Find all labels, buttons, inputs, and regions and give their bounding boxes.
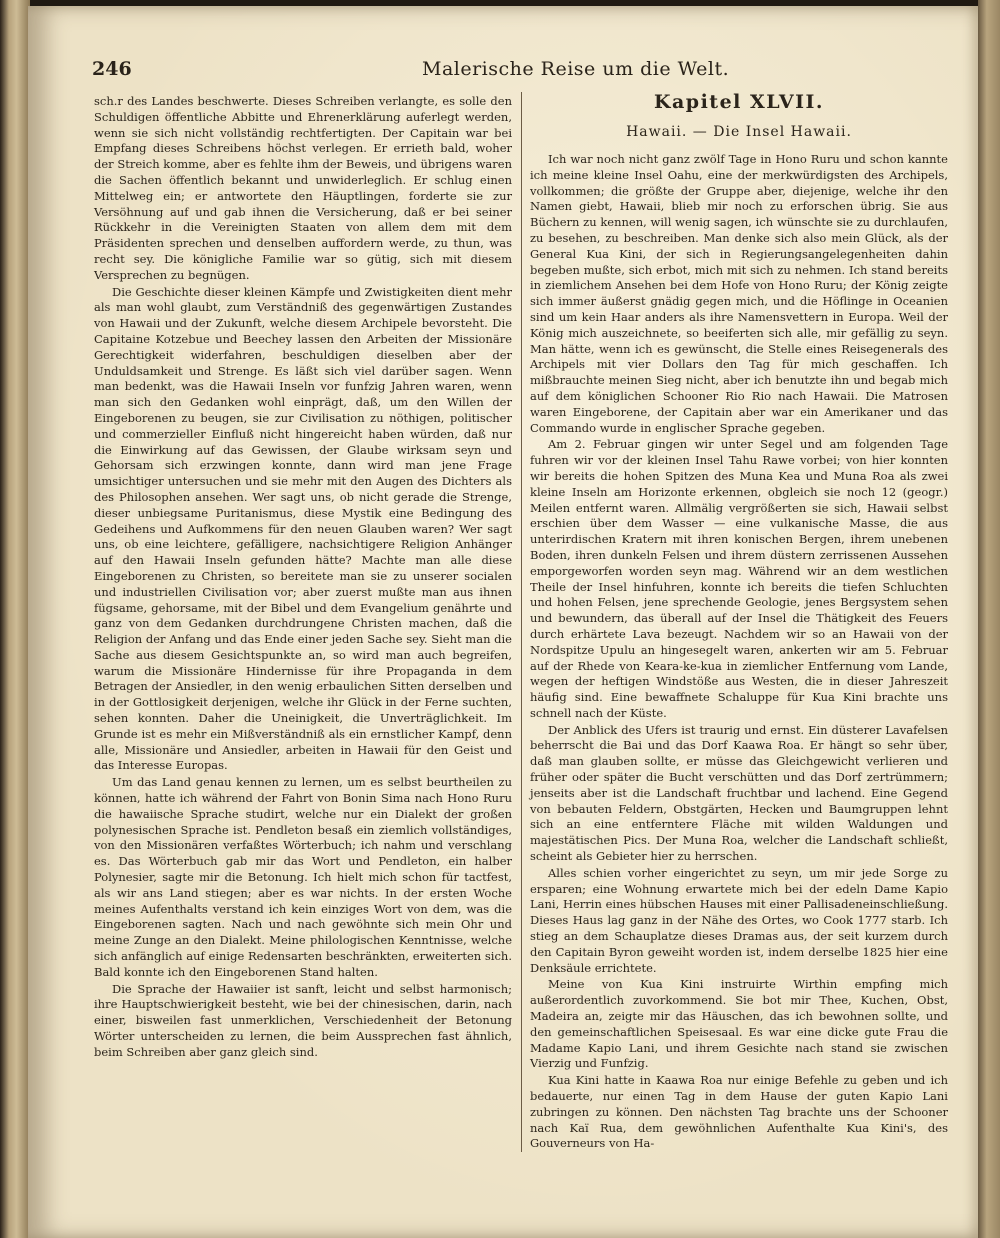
- paragraph: Um das Land genau kennen zu lernen, um es selbst beurtheilen zu können, hatte ich während der Fahrt von Bonin Sima nach Hono Ruru die hawaiische Sprache studirt, welche nur ein Dialekt der großen polynesischen Sprache ist. Pendleton besaß ein ziemlich vollständiges, von den Missionären verfaßtes Wörterbuch; ich nahm und verschlang es. Das Wörterbuch gab mir das Wort und Pendleton, ein halber Polynesier, sagte mir die Betonung. Ich hielt mich schon für tactfest, als wir ans Land stiegen; aber es war nichts. In der ersten Woche meines Aufenthalts verstand ich kein einziges Wort von dem, was die Eingeborenen sagten. Nach und nach gewöhnte sich mein Ohr und meine Zunge an den Dialekt. Meine philologischen Kenntnisse, welche sich anfänglich auf einige Redensarten beschränkten, erweiterten sich. Bald konnte ich den Eingeborenen Stand halten.: [94, 775, 512, 979]
- running-title: Malerische Reise um die Welt.: [422, 58, 730, 80]
- paragraph: Der Anblick des Ufers ist traurig und ernst. Ein düsterer Lavafelsen beherrscht die Bai und das Dorf Kaawa Roa. Er hängt so sehr über, daß man glauben sollte, er müsse das Gleichgewicht verlieren und früher oder später die Bucht verschütten und das Dorf zertrümmern; jenseits aber ist die Landschaft fruchtbar und lachend. Eine Gegend von bebauten Feldern, Obstgärten, Hecken und Baumgruppen lehnt sich an eine entferntere Fläche mit wilden Waldungen und majestätischen Pics. Der Muna Roa, welcher die Landschaft schließt, scheint als Gebieter hier zu herrschen.: [530, 722, 948, 864]
- next-page-edge: [978, 0, 1000, 1238]
- page-number: 246: [92, 58, 132, 80]
- paragraph: Meine von Kua Kini instruirte Wirthin empfing mich außerordentlich zuvorkommend. Sie bot mir Thee, Kuchen, Obst, Madeira an, zeigte mir das Häuschen, das ich bewohnen sollte, und den gemeinschaftlichen Speisesaal. Es war eine dicke gute Frau die Madame Kapio Lani, und ihrem Gesichte nach stand sie zwischen Vierzig und Funfzig.: [530, 977, 948, 1071]
- paragraph: Kua Kini hatte in Kaawa Roa nur einige Befehle zu geben und ich bedauerte, nur einen Tag in dem Hause der guten Kapio Lani zubringen zu können. Den nächsten Tag brachte uns der Schooner nach Kaï Rua, dem gewöhnlichen Aufenthalte Kua Kini's, des Gouverneurs von Ha-: [530, 1073, 948, 1151]
- paragraph: sch.r des Landes beschwerte. Dieses Schreiben verlangte, es solle den Schuldigen öffentliche Abbitte und Ehrenerklärung auferlegt werden, wenn sie sich nicht vollständig rechtfertigten. Der Capitain war bei Empfang dieses Schreibens höchst verlegen. Er errieth bald, woher der Streich komme, aber es fehlte ihm der Beweis, und übrigens waren die Sachen öffentlich bekannt und unwiderleglich. Er schlug einen Mittelweg ein; er antwortete den Häuptlingen, forderte sie zur Versöhnung auf und gab ihnen die Versicherung, daß er bei seiner Rückkehr in die Vereinigten Staaten von allem dem mit dem Präsidenten sprechen und denselben auffordern werde, zu thun, was recht sey. Die königliche Familie war so gütig, sich mit diesem Versprechen zu begnügen.: [94, 94, 512, 282]
- column-divider: [521, 92, 522, 1152]
- paragraph: Am 2. Februar gingen wir unter Segel und am folgenden Tage fuhren wir vor der kleinen Insel Tahu Rawe vorbei; von hier konnten wir bereits die hohen Spitzen des Muna Kea und Muna Roa als zwei kleine Inseln am Horizonte erkennen, obgleich sie noch 12 (geogr.) Meilen entfernt waren. Allmälig vergrößerten sie sich, Hawaii selbst erschien über dem Wasser — eine vulkanische Masse, die aus unterirdischen Kratern mit ihren konischen Bergen, ihrem unebenen Boden, ihren dunkeln Felsen und ihrem düstern zerrissenen Aussehen emporgeworfen worden seyn mag. Während wir an dem westlichen Theile der Insel hinfuhren, konnte ich bereits die tiefen Schluchten und hohen Felsen, jene sprechende Geologie, jenes Bergsystem sehen und bewundern, das überall auf der Insel die Thätigkeit des Feuers durch erhärtete Lava bezeugt. Nachdem wir so an Hawaii von der Nordspitze Upulu an hingesegelt waren, ankerten wir am 5. Februar auf der Rhede von Keara-ke-kua in ziemlicher Entfernung vom Lande, wegen der heftigen Windstöße aus Westen, die in dieser Jahreszeit häufig sind. Eine bewaffnete Schaluppe für Kua Kini brachte uns schnell nach der Küste.: [530, 437, 948, 720]
- paragraph: Alles schien vorher eingerichtet zu seyn, um mir jede Sorge zu ersparen; eine Wohnung erwartete mich bei der edeln Dame Kapio Lani, Herrin eines hübschen Hauses mit einer Pallisadeneinschließung. Dieses Haus lag ganz in der Nähe des Ortes, wo Cook 1777 starb. Ich stieg an dem Schauplatze dieses Dramas aus, der seit kurzem durch den Capitain Byron geweiht worden ist, indem derselbe 1825 hier eine Denksäule errichtete.: [530, 865, 948, 975]
- chapter-title: Kapitel XLVII.: [653, 91, 824, 113]
- chapter-subtitle: Hawaii. — Die Insel Hawaii.: [626, 124, 852, 140]
- left-column: [94, 94, 512, 1062]
- book-spine-edge: [0, 0, 30, 1238]
- paragraph: Die Sprache der Hawaiier ist sanft, leicht und selbst harmonisch; ihre Hauptschwierigkeit besteht, wie bei der chinesischen, darin, nach einer, bisweilen fast unmerklichen, Verschiedenheit der Betonung Wörter unterscheiden zu lernen, die beim Aussprechen fast ähnlich, beim Schreiben aber ganz gleich sind.: [94, 981, 512, 1059]
- page-header: [92, 58, 912, 80]
- paragraph: Ich war noch nicht ganz zwölf Tage in Hono Ruru und schon kannte ich meine kleine Insel Oahu, eine der merkwürdigsten des Archipels, vollkommen; die größte der Gruppe aber, diejenige, welche ihr den Namen giebt, Hawaii, blieb mir noch zu erforschen übrig. Sie aus Büchern zu kennen, will wenig sagen, ich wünschte sie zu durchlaufen, zu besehen, zu beschreiben. Man denke sich also mein Glück, als der General Kua Kini, der sich in Regierungsangelegenheiten dahin begeben mußte, sich erbot, mich mit sich zu nehmen. Ich stand bereits in ziemlichem Ansehen bei dem Hofe von Hono Ruru; der König zeigte sich immer äußerst gnädig gegen mich, und die Höflinge in Oceanien sind um kein Haar anders als ihre Namensvettern in Europa. Weil der König mich auszeichnete, so beeiferten sich alle, mir gefällig zu seyn. Man hätte, wenn ich es gewünscht, die Stelle eines Reisegenerals des Archipels mit vier Dollars den Tag für mich geschaffen. Ich mißbrauchte meinen Sieg nicht, aber ich benutzte ihn und begab mich auf dem königlichen Schooner Rio Rio nach Hawaii. Die Matrosen waren Eingeborene, der Capitain aber war ein Amerikaner und das Commando wurde in englischer Sprache gegeben.: [530, 152, 948, 435]
- paragraph: Die Geschichte dieser kleinen Kämpfe und Zwistigkeiten dient mehr als man wohl glaubt, zum Verständniß des gegenwärtigen Zustandes von Hawaii und der Zukunft, welche diesem Archipele bevorsteht. Die Capitaine Kotzebue und Beechey lassen den Arbeiten der Missionäre Gerechtigkeit widerfahren, beschuldigen dieselben aber der Unduldsamkeit und Strenge. Es läßt sich viel darüber sagen. Wenn man bedenkt, was die Hawaii Inseln vor funfzig Jahren waren, wenn man sich den Gedanken wohl einprägt, daß, um den Willen der Eingeborenen zu beugen, sie zur Civilisation zu nöthigen, politischer und commerzieller Einfluß nicht hingereicht haben würden, daß nur die Einwirkung auf das Gewissen, der Glaube wirksam seyn und Gehorsam sich erzwingen konnte, dann wird man jene Frage umsichtiger untersuchen und sie mehr mit den Augen des Dichters als des Philosophen ansehen. Wer sagt uns, ob nicht gerade die Strenge, dieser unbiegsame Puritanismus, diese Mystik eine Bedingung des Gedeihens und Aufkommens für den neuen Glauben waren? Wer sagt uns, ob eine leichtere, gefälligere, nachsichtigere Religion Anhänger auf den Hawaii Inseln gefunden hätte? Machte man alle diese Eingeborenen zu Christen, so bereitete man sie zu unserer socialen und industriellen Civilisation vor; aber zuerst mußte man aus ihnen fügsame, gehorsame, mit der Bibel und dem Evangelium genährte und ganz von dem Gedanken durchdrungene Christen machen, daß die Religion der Anfang und das Ende einer jeden Sache sey. Sieht man die Sache aus diesem Gesichtspunkte an, so wird man auch begreifen, warum die Missionäre Hindernisse für ihre Propaganda in dem Betragen der Ansiedler, in den wenig erbaulichen Sitten derselben und in der Gottlosigkeit derjenigen, welche ihr Glück in der Ferne suchten, sehen konnten. Daher die Uneinigkeit, die Unverträglichkeit. Im Grunde ist es mehr ein Mißverständniß als ein ernstlicher Kampf, denn alle, Missionäre und Ansiedler, arbeiten in Hawaii für den Geist und das Interesse Europas.: [94, 284, 512, 773]
- right-column: [530, 90, 948, 1153]
